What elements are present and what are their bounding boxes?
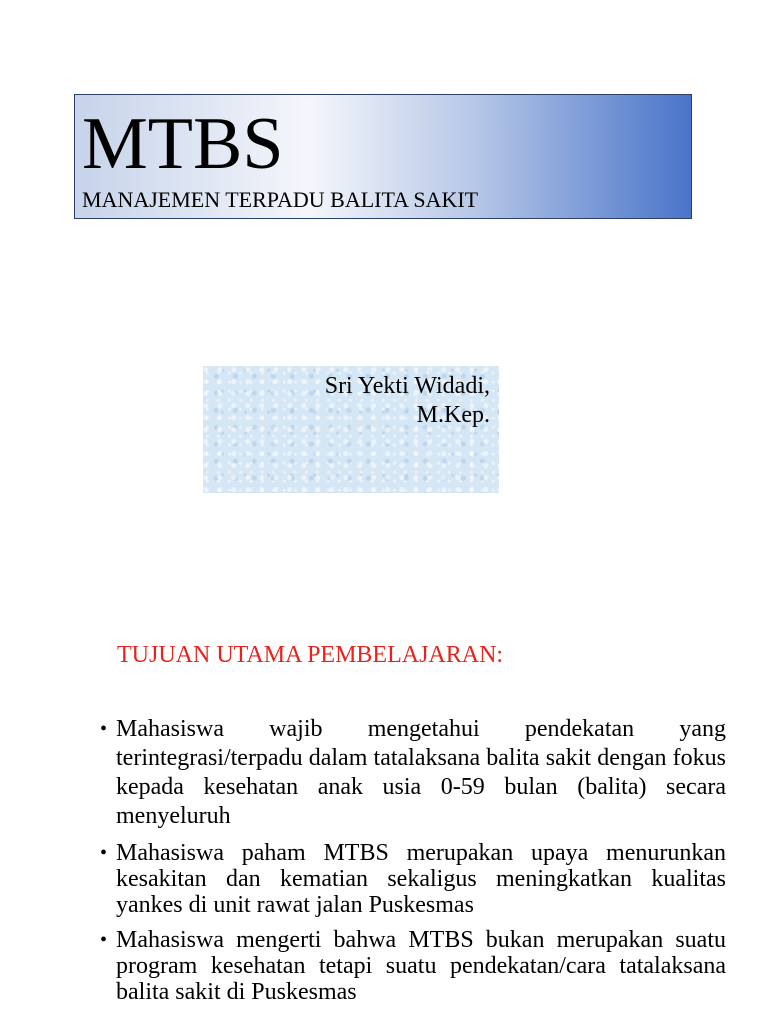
- objective-text: Mahasiswa wajib mengetahui pendekatan yang terintegrasi/terpadu dalam tatalaksana balita sakit dengan fokus kepada kesehatan anak usia 0-59 bulan (balita) secara menyeluruh: [116, 716, 726, 829]
- objective-item: [100, 715, 726, 831]
- title-banner: [74, 94, 692, 219]
- author-name-line: Sri Yekti Widadi,: [324, 373, 490, 399]
- objective-item: [100, 927, 726, 1005]
- author-degree: M.Kep.: [416, 402, 490, 428]
- objective-item: [100, 840, 726, 918]
- document-title: MTBS: [82, 103, 284, 185]
- objective-text: Mahasiswa mengerti bahwa MTBS bukan merupakan suatu program kesehatan tetapi suatu pendekatan/cara tatalaksana balita sakit di Puskesmas: [116, 927, 726, 1005]
- bullet-icon: •: [100, 842, 108, 864]
- bullet-icon: •: [100, 929, 108, 951]
- objectives-list: [100, 715, 726, 1014]
- document-subtitle: MANAJEMEN TERPADU BALITA SAKIT: [82, 187, 479, 212]
- objective-text: Mahasiswa paham MTBS merupakan upaya menurunkan kesakitan dan kematian sekaligus meningkatkan kualitas yankes di unit rawat jalan Puskesmas: [116, 840, 726, 918]
- author-name: [325, 372, 490, 430]
- learning-objectives-heading: TUJUAN UTAMA PEMBELAJARAN:: [117, 642, 504, 668]
- bullet-icon: •: [100, 718, 108, 740]
- author-box: [203, 366, 499, 493]
